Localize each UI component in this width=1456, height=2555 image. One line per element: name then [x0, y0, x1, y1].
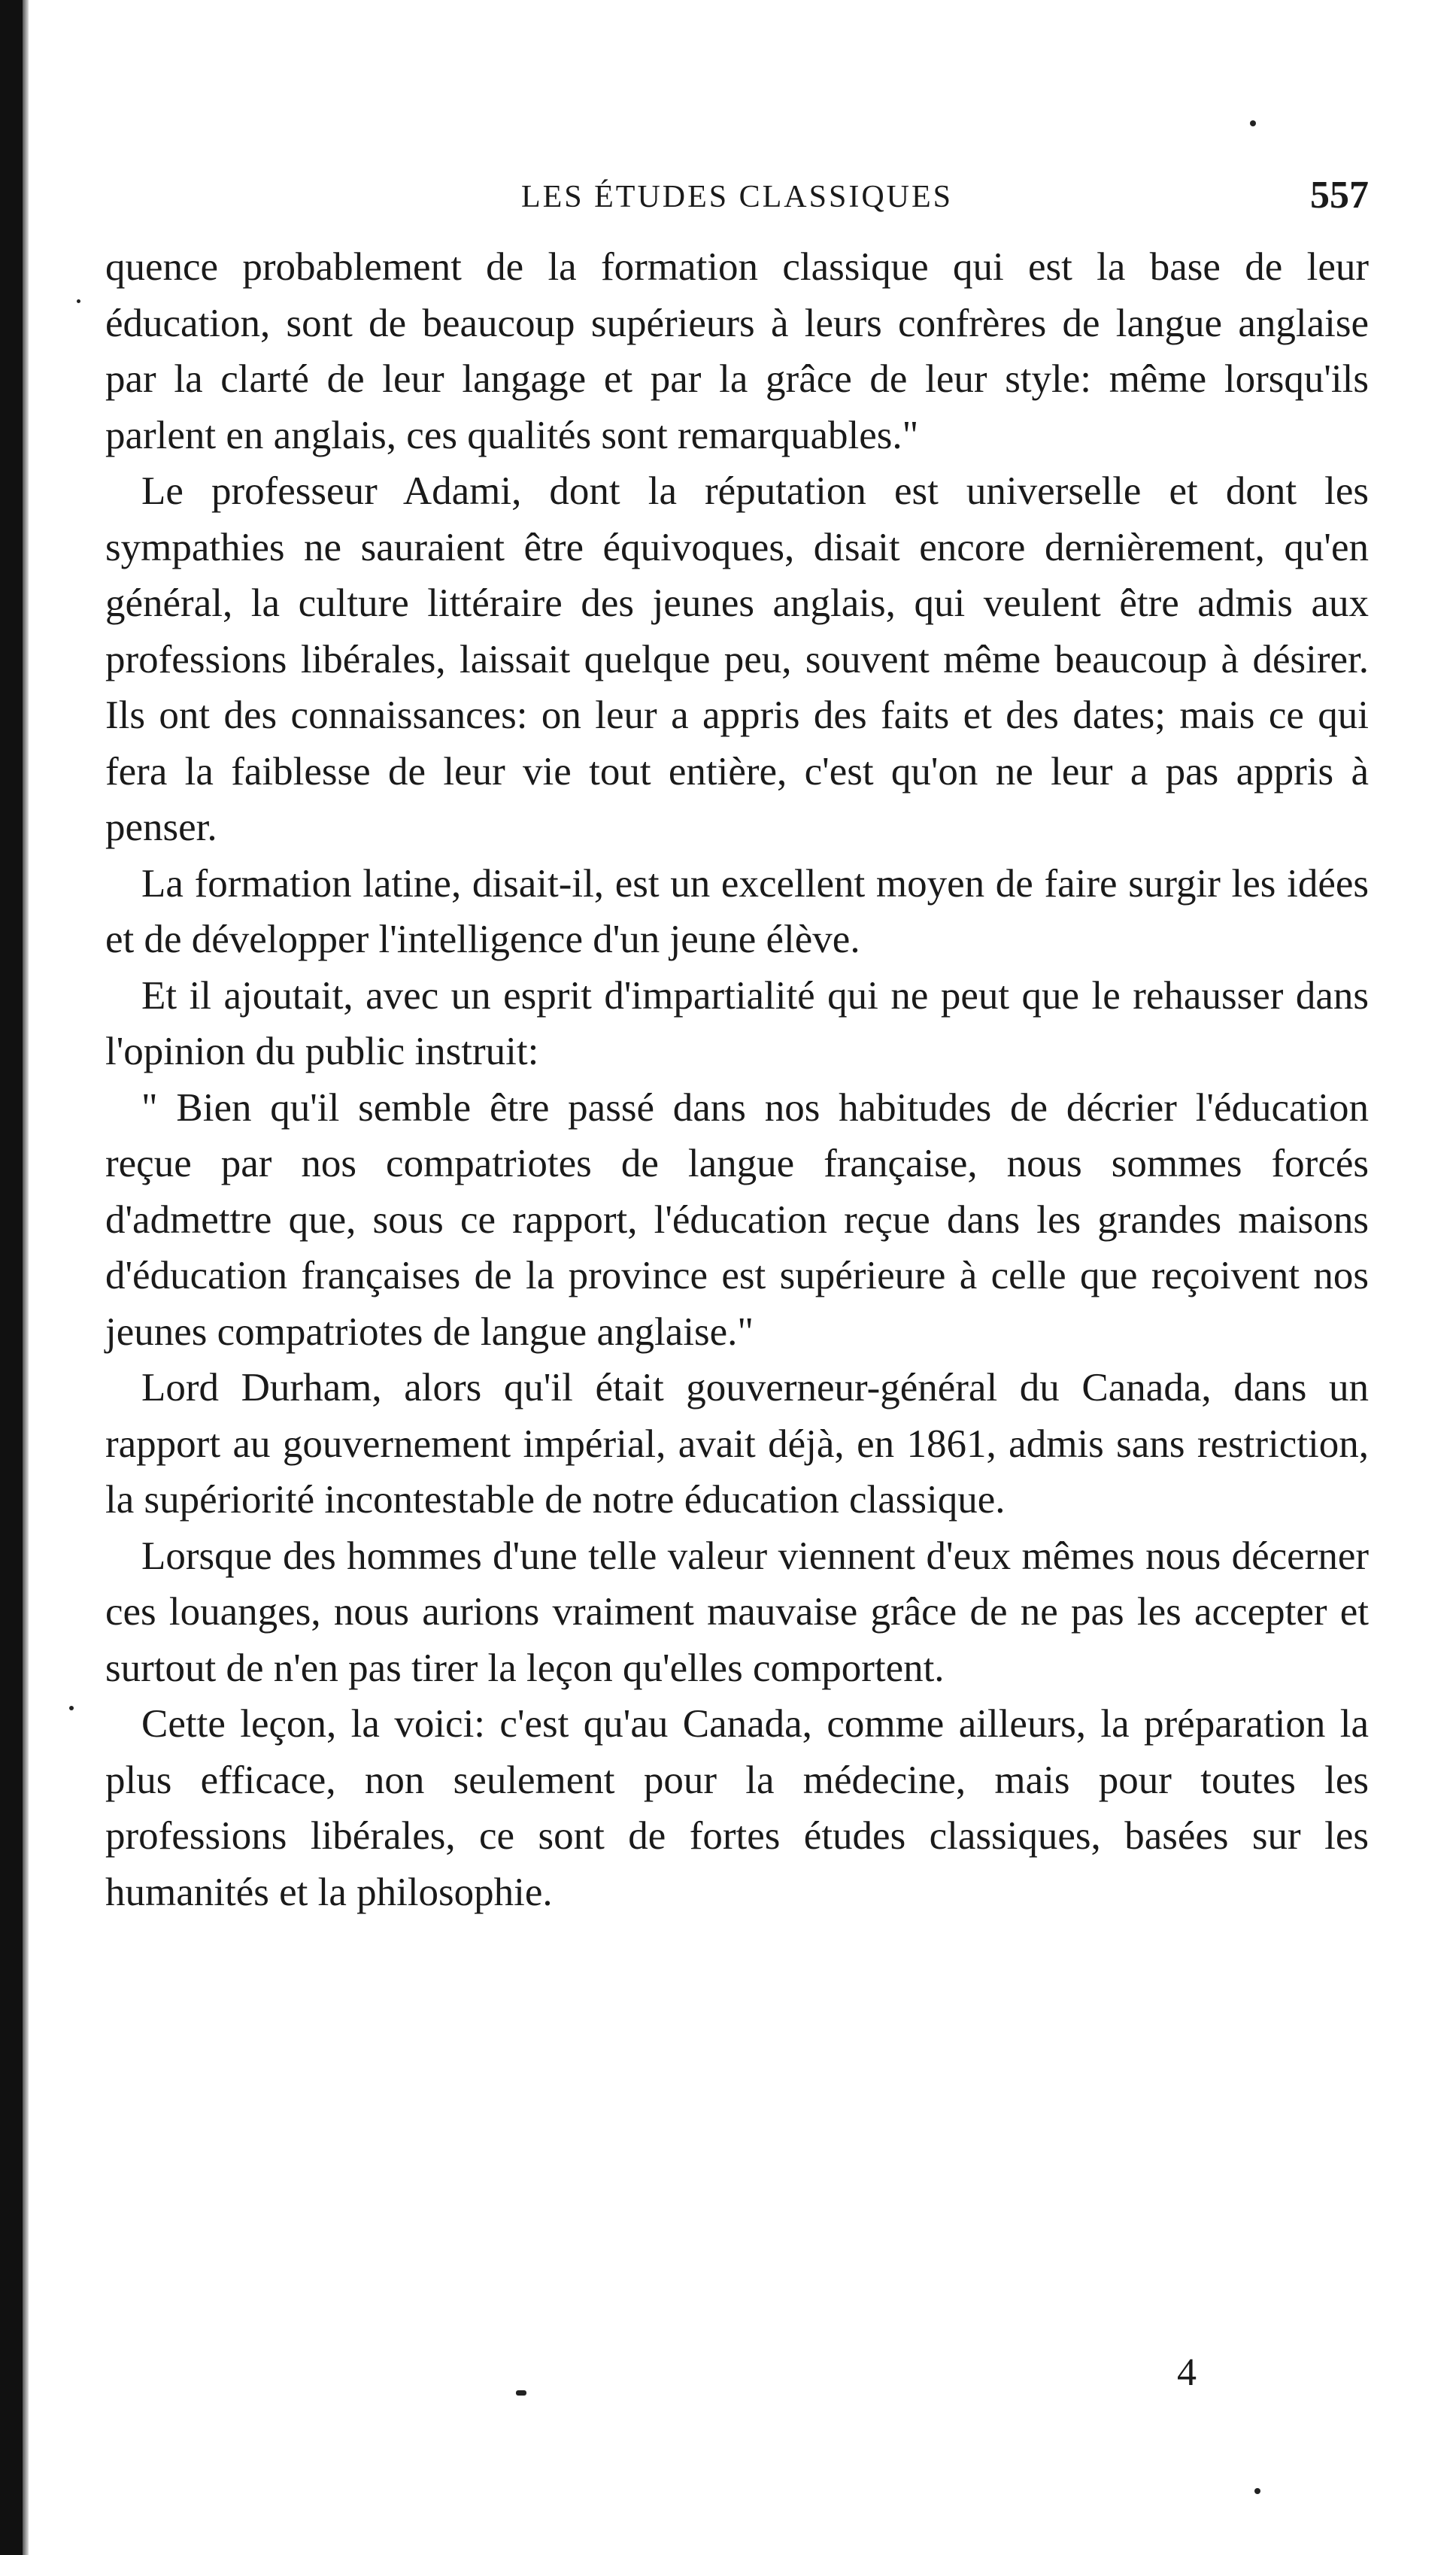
binding-shadow — [23, 0, 29, 2555]
print-speck — [1250, 120, 1256, 126]
book-binding-edge — [0, 0, 23, 2555]
running-head — [105, 173, 1369, 226]
paragraph-continuation: quence probablement de la formation classique qui est la base de leur éducation, sont de beaucoup supérieurs à leurs confrères de langue anglaise par la clarté de leur langage et par la grâce de leur style: même lorsqu'ils parlent en anglais, ces qualités sont remarquables." — [105, 245, 1369, 457]
print-speck — [77, 299, 80, 303]
print-speck — [516, 2390, 526, 2396]
paragraph-quotation: " Bien qu'il semble être passé dans nos habitudes de décrier l'éducation reçue par nos compatriotes de langue française, nous sommes forcés d'admettre que, sous ce rapport, l'éducation reçue dans les grandes maisons d'éducation françaises de la province est supérieure à celle que reçoivent nos jeunes compatriotes de langue anglaise." — [105, 1085, 1369, 1354]
paragraph-formation-latine: La formation latine, disait-il, est un excellent moyen de faire surgir les idées et de développer l'intelligence d'un jeune élève. — [105, 861, 1369, 961]
page-number: 557 — [1310, 174, 1369, 217]
signature-mark: 4 — [1177, 2351, 1197, 2394]
paragraph-impartialite: Et il ajoutait, avec un esprit d'impartialité qui ne peut que le rehausser dans l'opinion du public instruit: — [105, 973, 1369, 1073]
print-speck — [1254, 2488, 1260, 2494]
paragraph-adami: Le professeur Adami, dont la réputation est universelle et dont les sympathies ne sauraient être équivoques, disait encore dernièrement, qu'en général, la culture littéraire des jeunes anglais, qui veulent être admis aux professions libérales, laissait quelque peu, souvent même beaucoup à désirer. Ils ont des connaissances: on leur a appris des faits et des dates; mais ce qui fera la faiblesse de leur vie tout entière, c'est qu'on ne leur a pas appris à penser. — [105, 469, 1369, 849]
running-title: LES ÉTUDES CLASSIQUES — [520, 180, 954, 214]
print-speck — [69, 1706, 74, 1710]
body-text — [105, 239, 1369, 1920]
paragraph-louanges: Lorsque des hommes d'une telle valeur viennent d'eux mêmes nous décerner ces louanges, nous aurions vraiment mauvaise grâce de ne pas les accepter et surtout de n'en pas tirer la leçon qu'elles comportent. — [105, 1534, 1369, 1690]
paragraph-lord-durham: Lord Durham, alors qu'il était gouverneur-général du Canada, dans un rapport au gouvernement impérial, avait déjà, en 1861, admis sans restriction, la supériorité incontestable de notre éducation classique. — [105, 1366, 1369, 1522]
book-page — [105, 173, 1369, 1920]
paragraph-lecon: Cette leçon, la voici: c'est qu'au Canada, comme ailleurs, la préparation la plus efficace, non seulement pour la médecine, mais pour toutes les professions libérales, ce sont de fortes études classiques, basées sur les humanités et la philosophie. — [105, 1702, 1369, 1914]
